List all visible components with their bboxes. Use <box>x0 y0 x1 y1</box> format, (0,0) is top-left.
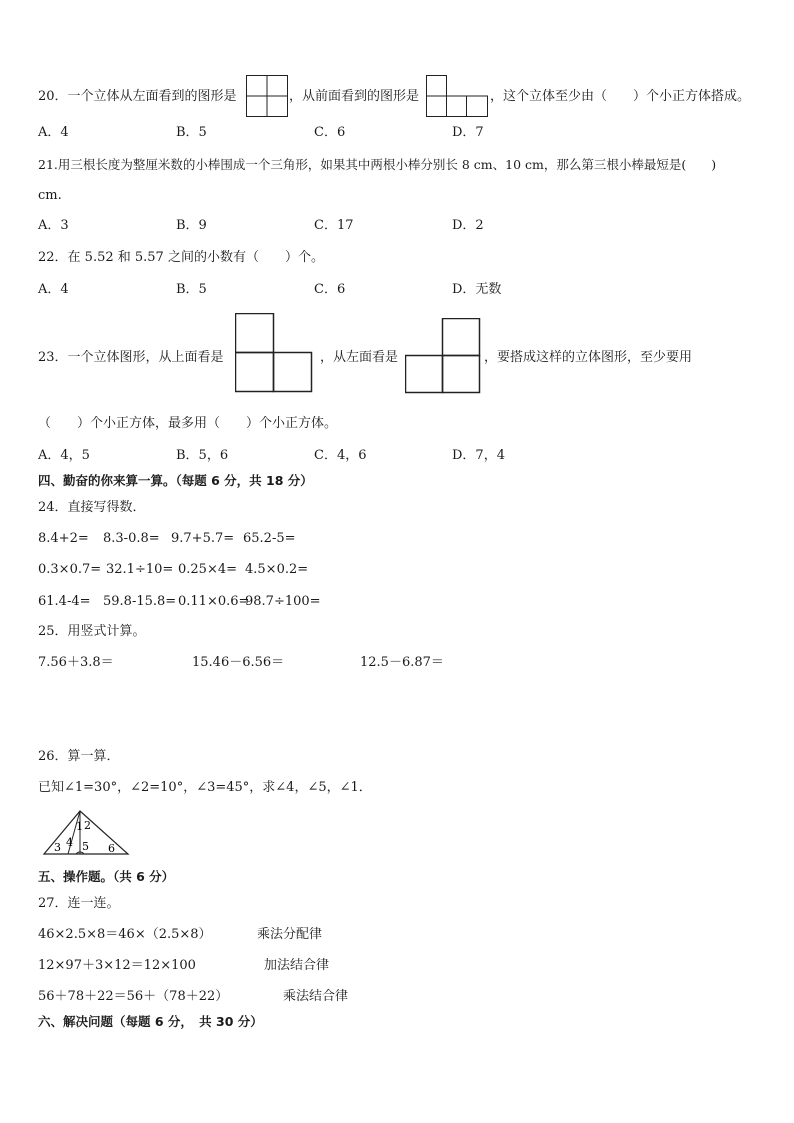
q24-item: 65.2-5= <box>243 531 296 546</box>
section-6-title: 六、解决问题（每题 6 分， 共 30 分） <box>38 1014 263 1029</box>
q21-option-b: B．9 <box>176 218 207 233</box>
q21-option-a: A．3 <box>38 218 69 233</box>
q27-left-item-2: 12×97＋3×12＝12×100 <box>38 958 196 973</box>
q23-option-d: D．7，4 <box>452 448 505 463</box>
q26-triangle-figure <box>40 808 132 858</box>
question-26-title: 26．算一算． <box>38 749 120 764</box>
q23-option-a: A．4，5 <box>38 448 90 463</box>
q22-option-b: B．5 <box>176 282 207 297</box>
q26-label-2: 2 <box>84 819 91 832</box>
q24-item: 32.1÷10= <box>106 562 174 577</box>
q26-label-1: 1 <box>76 820 83 833</box>
q20-option-d: D．7 <box>452 125 484 140</box>
section-5-title: 五、操作题。（共 6 分） <box>38 869 175 884</box>
q24-item: 0.11×0.6= <box>178 594 250 609</box>
q20-left-view-figure <box>246 75 288 117</box>
q26-label-4: 4 <box>66 836 73 849</box>
q20-option-b: B．5 <box>176 125 207 140</box>
q24-item: 9.7+5.7= <box>171 531 235 546</box>
q24-item: 0.3×0.7= <box>38 562 102 577</box>
q21-option-d: D．2 <box>452 218 484 233</box>
q24-item: 59.8-15.8= <box>103 594 177 609</box>
q25-item-2: 15.46－6.56＝ <box>192 655 285 670</box>
question-23-text-2: （ ）个小正方体，最多用（ ）个小正方体。 <box>38 416 338 431</box>
question-23-text-b: ，从左面看是 <box>320 350 399 365</box>
question-23-text-a: 23．一个立体图形，从上面看是 <box>38 350 224 365</box>
q22-option-c: C．6 <box>314 282 346 297</box>
q22-option-d: D．无数 <box>452 282 502 297</box>
question-20-text-b: ，从前面看到的图形是 <box>289 89 420 104</box>
question-20-text-a: 20．一个立体从左面看到的图形是 <box>38 89 237 104</box>
q24-item: 61.4-4= <box>38 594 91 609</box>
q24-item: 4.5×0.2= <box>245 562 309 577</box>
question-23-text-c: ，要搭成这样的立体图形，至少要用 <box>484 350 693 365</box>
q20-front-view-figure <box>426 75 488 117</box>
q26-label-3: 3 <box>54 841 61 854</box>
q23-option-b: B．5，6 <box>176 448 229 463</box>
question-26-text: 已知∠1=30°，∠2=10°，∠3=45°，求∠4，∠5，∠1． <box>38 780 372 795</box>
q27-right-item-3: 乘法结合律 <box>283 989 349 1004</box>
question-21-text-2: cm. <box>38 188 62 203</box>
q24-item: 8.4+2= <box>38 531 89 546</box>
q24-item: 0.25×4= <box>178 562 238 577</box>
q23-top-view-figure <box>235 313 313 393</box>
q27-right-item-2: 加法结合律 <box>264 958 330 973</box>
q27-right-item-1: 乘法分配律 <box>257 927 323 942</box>
question-22-text: 22．在 5.52 和 5.57 之间的小数有（ ）个。 <box>38 250 324 265</box>
q26-label-5: 5 <box>82 840 89 853</box>
q24-item: 8.3-0.8= <box>103 531 160 546</box>
q24-item: 98.7÷100= <box>245 594 321 609</box>
q26-label-6: 6 <box>108 842 115 855</box>
q20-option-c: C．6 <box>314 125 346 140</box>
q20-option-a: A．4 <box>38 125 69 140</box>
q23-left-view-figure <box>405 318 481 394</box>
question-24-title: 24．直接写得数． <box>38 500 146 515</box>
question-25-title: 25．用竖式计算。 <box>38 624 146 639</box>
q27-left-item-1: 46×2.5×8＝46×（2.5×8） <box>38 927 212 942</box>
section-4-title: 四、勤奋的你来算一算。（每题 6 分，共 18 分） <box>38 473 313 488</box>
q27-left-item-3: 56＋78＋22＝56＋（78＋22） <box>38 989 229 1004</box>
question-21-text: 21.用三根长度为整厘米数的小棒围成一个三角形，如果其中两根小棒分别长 8 cm、10 cm，那么第三根小棒最短是( ) <box>38 157 717 172</box>
question-20 <box>38 89 237 105</box>
question-27-title: 27．连一连。 <box>38 896 120 911</box>
question-20-text-c: ，这个立体至少由（ ）个小正方体搭成。 <box>490 89 751 104</box>
q22-option-a: A．4 <box>38 282 69 297</box>
q25-item-1: 7.56＋3.8＝ <box>38 655 114 670</box>
q25-item-3: 12.5－6.87＝ <box>360 655 444 670</box>
q23-option-c: C．4，6 <box>314 448 367 463</box>
q21-option-c: C．17 <box>314 218 354 233</box>
